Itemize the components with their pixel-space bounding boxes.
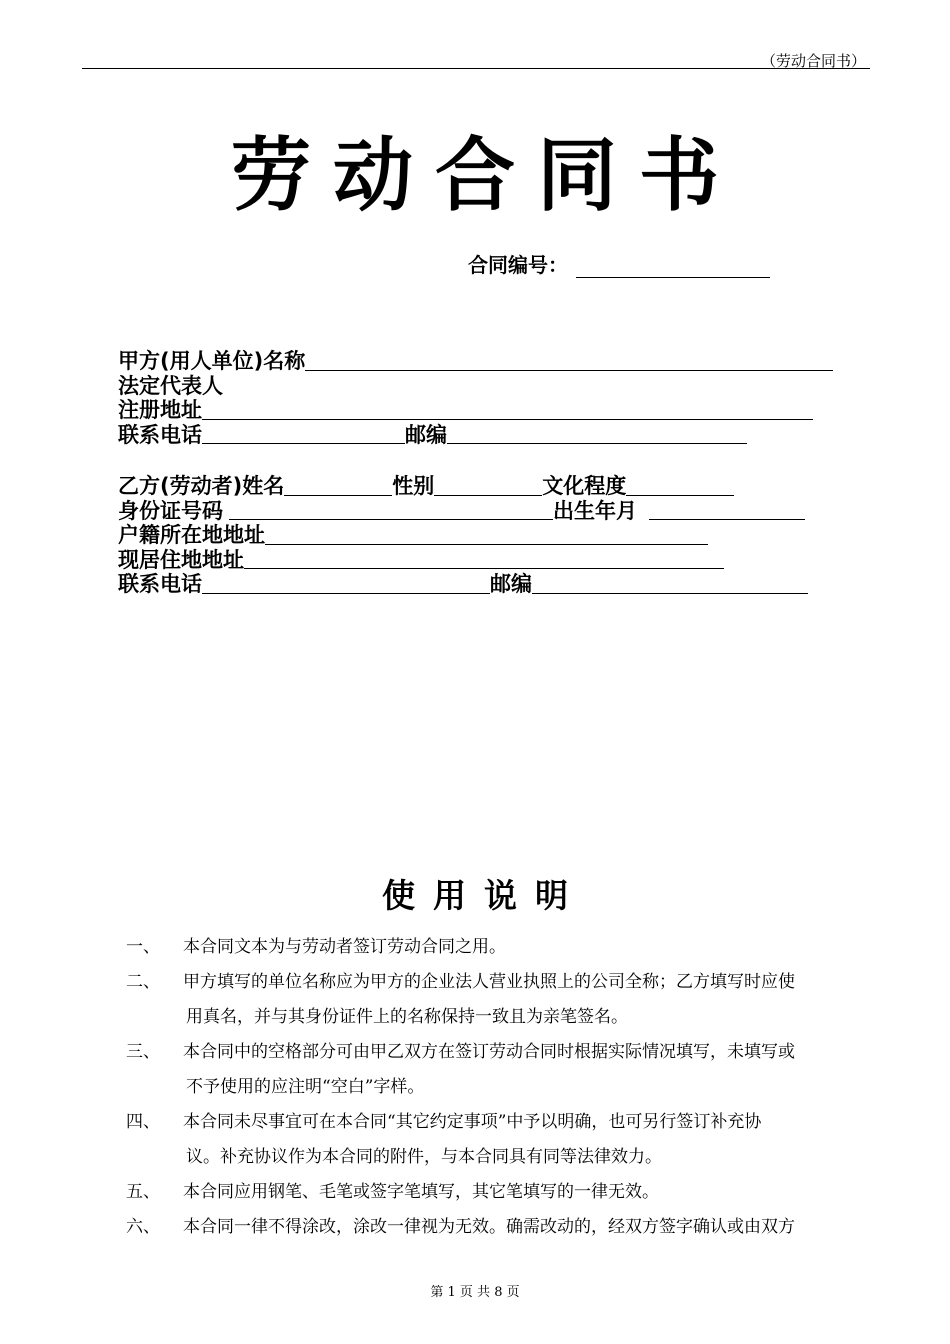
usage-item — [126, 1210, 874, 1245]
party-b-residence-row — [118, 548, 808, 573]
usage-item-text: 本合同文本为与劳动者签订劳动合同之用。 — [183, 937, 506, 957]
party-b-phone-blank[interactable] — [202, 574, 490, 594]
party-b-id-row — [118, 499, 808, 524]
party-a-phone-label: 联系电话 — [118, 422, 202, 447]
party-a-postcode-blank[interactable] — [447, 424, 747, 444]
document-title: 劳动合同书 — [231, 129, 741, 222]
party-b-name-blank[interactable] — [284, 476, 392, 496]
party-a-rep-label: 法定代表人 — [118, 373, 223, 398]
party-a-address-row — [118, 398, 833, 423]
usage-item — [126, 965, 874, 1035]
party-b-id-label: 身份证号码 — [118, 498, 223, 523]
party-a-phone-blank[interactable] — [202, 424, 405, 444]
party-b-hukou-blank[interactable] — [265, 525, 708, 545]
usage-item — [126, 1105, 874, 1175]
header-label: （劳动合同书） — [760, 52, 866, 70]
party-a-name-row — [118, 349, 833, 374]
party-b-birth-blank[interactable] — [649, 500, 805, 520]
usage-item-number: 一、 — [126, 937, 160, 957]
party-b-postcode-label: 邮编 — [490, 572, 532, 596]
party-b-education-label: 文化程度 — [542, 474, 627, 498]
usage-item-text: 本合同中的空格部分可由甲乙双方在签订劳动合同时根据实际情况填写，未填写或 — [183, 1042, 795, 1062]
party-b-gender-blank[interactable] — [434, 476, 542, 496]
contract-number-blank[interactable] — [576, 257, 770, 278]
usage-item-text-continued: 不予使用的应注明“空白”字样。 — [186, 1077, 425, 1097]
party-b-section — [118, 474, 808, 597]
party-a-address-blank[interactable] — [202, 400, 813, 420]
party-b-phone-label: 联系电话 — [118, 572, 202, 596]
usage-title: 使用说明 — [382, 876, 586, 915]
usage-item — [126, 1035, 874, 1105]
party-b-birth-label: 出生年月 — [553, 498, 637, 523]
usage-item-text: 甲方填写的单位名称应为甲方的企业法人营业执照上的公司全称；乙方填写时应使 — [183, 972, 795, 992]
party-b-residence-label: 现居住地地址 — [118, 547, 244, 572]
header-rule — [82, 68, 870, 69]
party-b-education-blank[interactable] — [626, 476, 734, 496]
party-a-name-blank[interactable] — [305, 351, 833, 371]
party-a-rep-row — [118, 374, 833, 399]
usage-item-text: 本合同应用钢笔、毛笔或签字笔填写，其它笔填写的一律无效。 — [183, 1182, 659, 1202]
usage-item-text-continued: 议。补充协议作为本合同的附件，与本合同具有同等法律效力。 — [186, 1147, 662, 1167]
party-b-hukou-label: 户籍所在地地址 — [118, 523, 265, 547]
party-a-phone-row — [118, 423, 833, 448]
party-a-address-label: 注册地址 — [118, 398, 202, 422]
contract-number-field — [468, 249, 770, 278]
party-a-section — [118, 349, 833, 447]
party-b-hukou-row — [118, 523, 808, 548]
usage-item-text: 本合同未尽事宜可在本合同“其它约定事项”中予以明确，也可另行签订补充协 — [183, 1112, 762, 1132]
usage-item — [126, 1175, 874, 1210]
usage-item — [126, 930, 874, 965]
usage-item-text-continued: 用真名，并与其身份证件上的名称保持一致且为亲笔签名。 — [186, 1007, 628, 1027]
party-b-id-blank[interactable] — [229, 500, 553, 520]
party-b-phone-row — [118, 572, 808, 597]
party-b-gender-label: 性别 — [392, 474, 435, 498]
party-b-residence-blank[interactable] — [244, 549, 724, 569]
usage-item-number: 二、 — [126, 972, 160, 992]
usage-list — [126, 930, 874, 1245]
party-b-name-row — [118, 474, 808, 499]
usage-item-number: 四、 — [126, 1112, 160, 1132]
party-b-name-label: 乙方(劳动者)姓名 — [118, 474, 285, 498]
usage-item-number: 三、 — [126, 1042, 160, 1062]
contract-number-label: 合同编号： — [468, 253, 568, 277]
usage-item-text: 本合同一律不得涂改，涂改一律视为无效。确需改动的，经双方签字确认或由双方 — [183, 1217, 795, 1237]
usage-item-number: 五、 — [126, 1182, 160, 1202]
party-b-postcode-blank[interactable] — [532, 574, 808, 594]
party-a-name-label: 甲方(用人单位)名称 — [118, 349, 306, 373]
usage-item-number: 六、 — [126, 1217, 160, 1237]
page-footer: 第 1 页 共 8 页 — [430, 1285, 520, 1300]
party-a-postcode-label: 邮编 — [405, 422, 447, 447]
